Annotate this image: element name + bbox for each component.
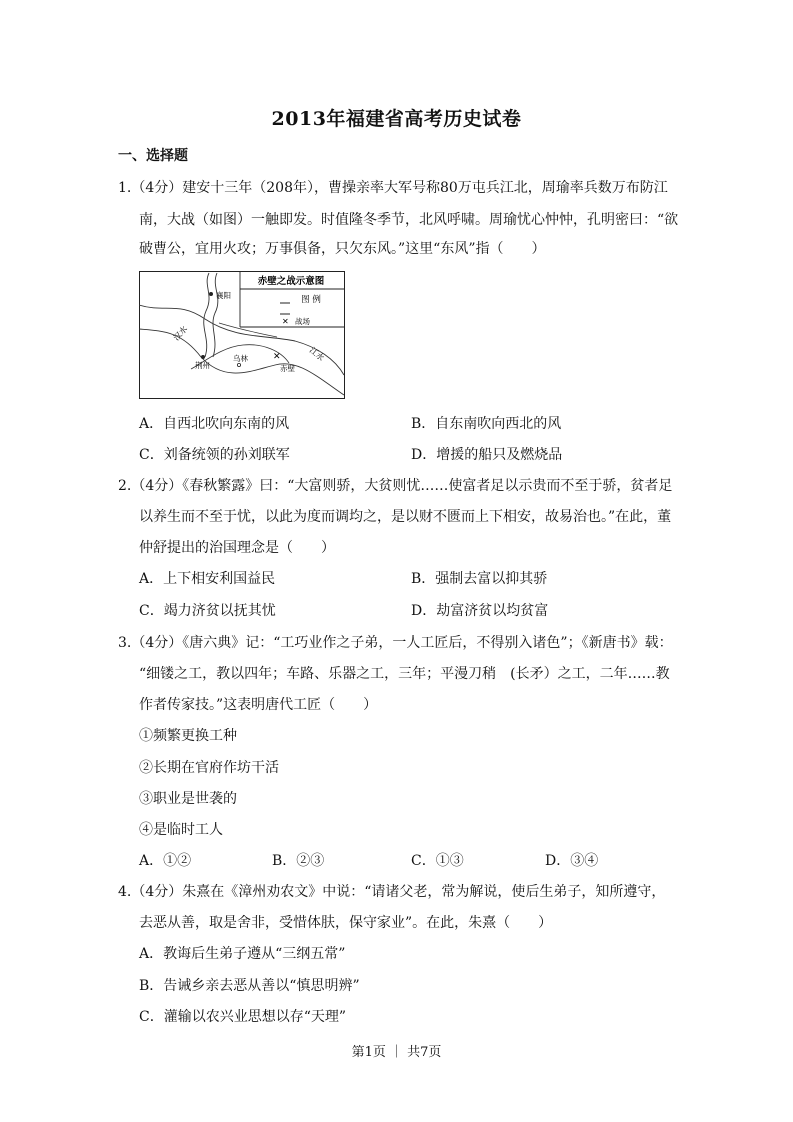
label-jingzhou: 荆州 — [195, 361, 210, 370]
q3-statement-3: ③职业是世袭的 — [139, 791, 237, 807]
q1-option-b: B．自东南吹向西北的风 — [411, 416, 562, 432]
q3-text-line-2: “细镂之工，教以四年；车路、乐器之工，三年；平漫刀稍 (长矛）之工，二年……教 — [139, 666, 670, 682]
q3-option-d: D．③④ — [545, 853, 599, 869]
q3-option-a: A．①② — [139, 853, 192, 869]
legend-battle-label: 战场 — [295, 317, 310, 326]
q2-text-line-3: 仲舒提出的治国理念是（ ） — [139, 540, 335, 556]
page-title: 2013年福建省高考历史试卷 — [271, 108, 522, 130]
q1-text-line-1: 1.（4分）建安十三年（208年），曹操亲率大军号称80万屯兵江北，周瑜率兵数万布防江 — [118, 180, 668, 196]
q3-text-line-1: 3.（4分）《唐六典》记：“工巧业作之子弟，一人工匠后，不得别入诸色”；《新唐书》载： — [118, 635, 673, 651]
q1-option-d: D．增援的船只及燃烧品 — [411, 447, 563, 463]
q1-text-line-3: 破曹公，宜用火攻；万事俱备，只欠东风。”这里“东风”指（ ） — [139, 241, 546, 257]
q2-option-a: A．上下相安利国益民 — [139, 571, 276, 587]
label-jiang-river: 江水 — [307, 345, 326, 363]
q2-text-line-1: 2.（4分）《春秋繁露》曰：“大富则骄，大贫则忧……使富者足以示贵而不至于骄，贫者足 — [118, 478, 673, 494]
chibi-battle-icon: ✕ — [273, 352, 281, 362]
q4-option-c: C．灌输以农兴业思想以存“天理” — [139, 1009, 347, 1025]
q3-statement-4: ④是临时工人 — [139, 822, 223, 838]
legend-title: 图 例 — [301, 295, 321, 305]
xiangyang-marker — [209, 292, 213, 296]
map-title: 赤壁之战示意图 — [257, 276, 325, 287]
q2-text-line-2: 以养生而不至于忧，以此为度而调均之，是以财不匮而上下相安，故易治也。”在此，董 — [139, 509, 672, 525]
q2-option-c: C．竭力济贫以抚其忧 — [139, 603, 276, 619]
q1-option-a: A．自西北吹向东南的风 — [139, 416, 290, 432]
q1-option-c: C．刘备统领的孙刘联军 — [139, 447, 290, 463]
q3-text-line-3: 作者传家技。”这表明唐代工匠（ ） — [139, 697, 378, 713]
q3-option-b: B．②③ — [272, 853, 325, 869]
q4-option-b: B．告诫乡亲去恶从善以“慎思明辨” — [139, 978, 360, 994]
q2-option-b: B．强制去富以抑其骄 — [411, 571, 548, 587]
q2-option-d: D．劫富济贫以均贫富 — [411, 603, 549, 619]
label-wulin: 乌林 — [233, 354, 248, 363]
q3-statement-1: ①频繁更换工种 — [139, 728, 237, 744]
label-chibi: 赤壁 — [280, 364, 295, 373]
page-footer: 第1页 ｜ 共7页 — [351, 1045, 442, 1060]
label-han-river: 汉水 — [171, 324, 190, 343]
map-frame — [140, 272, 345, 399]
label-xiangyang: 襄阳 — [216, 291, 231, 300]
q1-text-line-2: 南，大战（如图）一触即发。时值隆冬季节，北风呼啸。周瑜忧心忡忡，孔明密曰：“欲 — [139, 212, 679, 228]
q4-text-line-1: 4.（4分）朱熹在《漳州劝农文》中说：“请诸父老，常为解说，使后生弟子，知所遵守， — [118, 884, 666, 900]
q4-option-a: A．教诲后生弟子遵从“三纲五常” — [139, 946, 346, 962]
q3-statement-2: ②长期在官府作坊干活 — [139, 760, 279, 776]
q3-option-c: C．①③ — [411, 853, 464, 869]
chibi-battle-map — [139, 271, 345, 399]
legend-battle-icon: ✕ — [282, 317, 289, 326]
section-heading: 一、选择题 — [118, 148, 188, 164]
q4-text-line-2: 去恶从善，取是舍非，受惜体肤，保守家业”。在此，朱熹（ ） — [139, 915, 553, 931]
jingzhou-marker — [201, 355, 205, 359]
